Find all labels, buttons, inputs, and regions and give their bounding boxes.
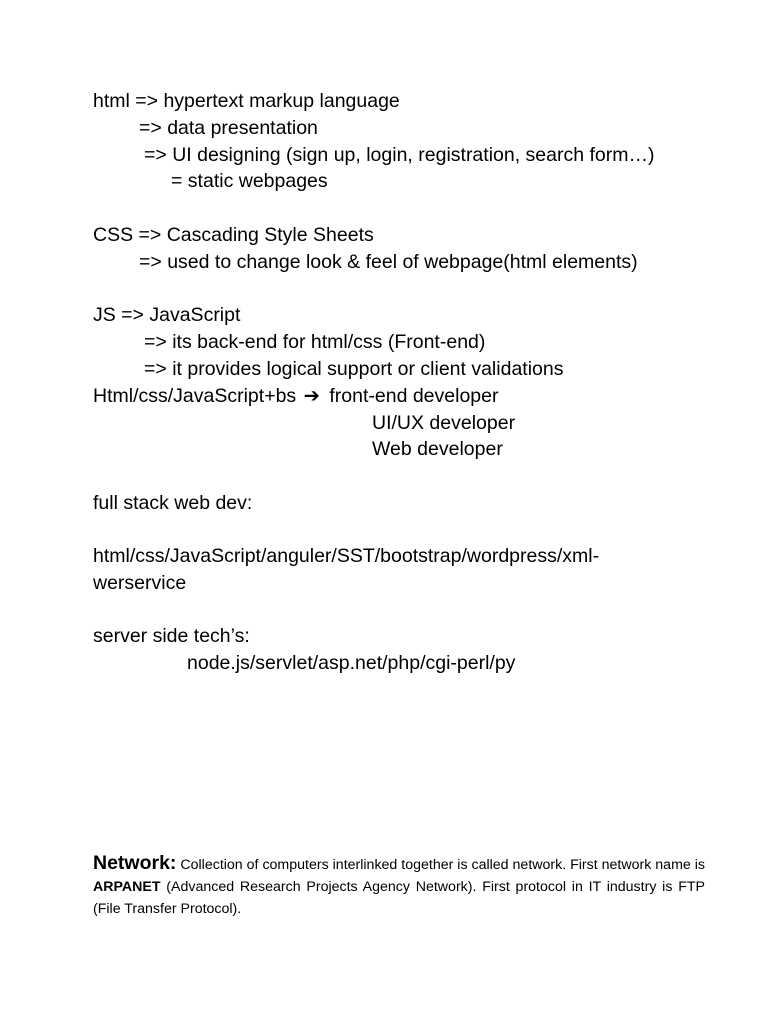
css-definition: CSS => Cascading Style Sheets <box>93 224 374 246</box>
js-back-end: => its back-end for html/css (Front-end) <box>144 331 486 353</box>
html-definition: html => hypertext markup language <box>93 90 400 112</box>
fullstack-heading: full stack web dev: <box>93 492 253 514</box>
stack-role-web: Web developer <box>372 438 503 460</box>
html-ui-designing: => UI designing (sign up, login, registration, search form…) <box>144 144 655 166</box>
network-paragraph <box>93 852 705 920</box>
fullstack-list-line1: html/css/JavaScript/anguler/SST/bootstrap/wordpress/xml- <box>93 545 600 567</box>
fullstack-list-line2: werservice <box>93 572 187 594</box>
network-text-part2: (Advanced Research Projects Agency Network). First protocol in IT industry is FTP (File Transfer Protocol). <box>93 879 705 917</box>
html-static-webpages: = static webpages <box>171 170 328 192</box>
server-list: node.js/servlet/asp.net/php/cgi-perl/py <box>187 652 516 674</box>
network-heading: Network: <box>93 852 177 874</box>
stack-prefix: Html/css/JavaScript+bs <box>93 385 297 407</box>
stack-role-front-end: front-end developer <box>329 385 499 407</box>
server-heading: server side tech’s: <box>93 625 250 647</box>
network-text-part1: Collection of computers interlinked together is called network. First network name is <box>176 857 705 873</box>
js-definition: JS => JavaScript <box>93 304 241 326</box>
network-arpanet: ARPANET <box>93 879 161 895</box>
js-logical-support: => it provides logical support or client validations <box>144 358 564 380</box>
stack-line <box>93 383 499 410</box>
html-data-presentation: => data presentation <box>139 117 318 139</box>
stack-role-uiux: UI/UX developer <box>372 412 516 434</box>
css-purpose: => used to change look & feel of webpage(html elements) <box>139 251 638 273</box>
arrow-right-icon: ➔ <box>303 385 320 407</box>
